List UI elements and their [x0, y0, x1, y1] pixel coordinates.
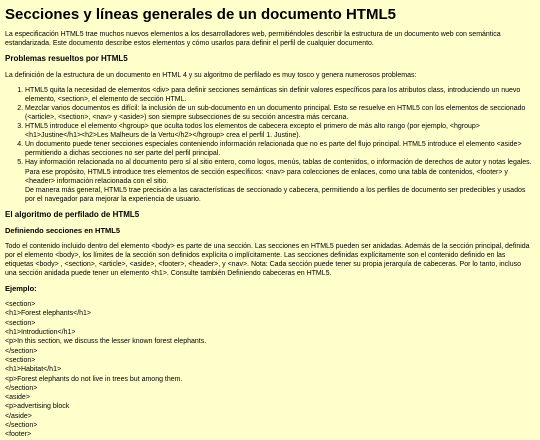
page-title: Secciones y líneas generales de un documento HTML5 — [5, 6, 396, 23]
code-line: <h1>Habitat</h1> — [5, 366, 62, 374]
intro-paragraph: La especificación HTML5 trae muchos nuevos elementos a los desarrolladores web, permitiéndoles describir la estructura de un documento web con semántica estandarizada. Este documento describe estos elementos y cómo usarlos para definir el perfil de cualquier documento. — [5, 31, 501, 48]
code-line: </section> — [5, 384, 38, 392]
list-item: 1. HTML5 quita la necesidad de elementos <div> para definir secciones semánticas sin definir valores específicos para los atributos class, introduciendo un nuevo elemento, <section>, el elemento de sección HTML. — [25, 86, 534, 104]
code-line: <section> — [5, 319, 36, 327]
list-item: 3. HTML5 introduce el elemento <hgroup> que oculta todos los elementos de cabecera excepto el primero de más alto rango (por ejemplo, <hgroup><h1>Justine</h1><h2>Les Malheurs de la Vertu</h2></hgroup> crea el perfil 1. Justine). — [25, 122, 534, 140]
problems-paragraph: La definición de la estructura de un documento en HTML 4 y su algoritmo de perfilado es muy tosco y genera numerosos problemas: — [5, 71, 417, 79]
code-line: <p>In this section, we discuss the lesser known forest elephants. — [5, 338, 207, 346]
code-line: </section> — [5, 422, 38, 430]
code-line: <p>Forest elephants do not live in trees but among them. — [5, 375, 183, 383]
code-line: <section> — [5, 356, 36, 364]
code-line: <footer> — [5, 431, 32, 439]
list-item: 2. Mezclar varios documentos es difícil: la inclusión de un sub-documento en un documento principal. Esto se resuelve en HTML5 con los elementos de seccionado (<article>, <section>, <nav> y <aside>) son siempre subsecciones de su sección ancestra más cercana. — [25, 104, 534, 122]
code-line: <section> — [5, 301, 36, 309]
code-line: </section> — [5, 347, 38, 355]
list-item: 5. Hay información relacionada no al documento pero sí al sitio entero, como logos, menús, tablas de contenidos, o información de derechos de autor y notas legales. Para ese propósito, HTML5 introduce tres elementos de sección específicos: <nav> para colecciones de enlaces, como una tabla de contenidos, <footer> y <header> información relacionada con el sitio. De manera más general, HTML5 trae precisión a las características de seccionado y cabecera, permitiendo a los perfiles de documento ser predecibles y usados por el navegador para mejorar la experiencia de usuario. — [25, 158, 534, 203]
algorithm-paragraph: Todo el contenido incluido dentro del elemento <body> es parte de una sección. Las secciones en HTML5 pueden ser anidadas. Además de la sección principal, definida por el elemento <body>, los límites de la sección son definidos explícita o implícitamente. Las secciones definidas explícitamente son el contenido definido en las etiquetas <body> , <section>, <article>, <aside>, <footer>, <header>, y <nav>. Nota: Cada sección puede tener su propia jerarquía de cabeceras. Por lo tanto, incluso una sección anidada puede tener un elemento <h1>. Consulte también Definiendo cabeceras en HTML5. — [5, 243, 530, 278]
code-example — [5, 300, 534, 439]
problems-heading: Problemas resueltos por HTML5 — [5, 54, 128, 64]
defining-sections-heading: Definiendo secciones en HTML5 — [5, 226, 121, 236]
problems-list — [5, 86, 534, 204]
example-label: Ejemplo: — [5, 284, 37, 294]
code-line: <h1>Introduction</h1> — [5, 329, 76, 337]
code-line: <p>advertising block — [5, 403, 70, 411]
code-line: </aside> — [5, 412, 32, 420]
code-line: <h1>Forest elephants</h1> — [5, 310, 92, 318]
list-item: 4. Un documento puede tener secciones especiales conteniendo información relacionada que no es parte del flujo principal. HTML5 introduce el elemento <aside> permitiendo a dichas secciones no ser parte del perfil principal. — [25, 140, 534, 158]
code-line: <aside> — [5, 394, 30, 402]
algorithm-heading: El algoritmo de perfilado de HTML5 — [5, 209, 140, 219]
